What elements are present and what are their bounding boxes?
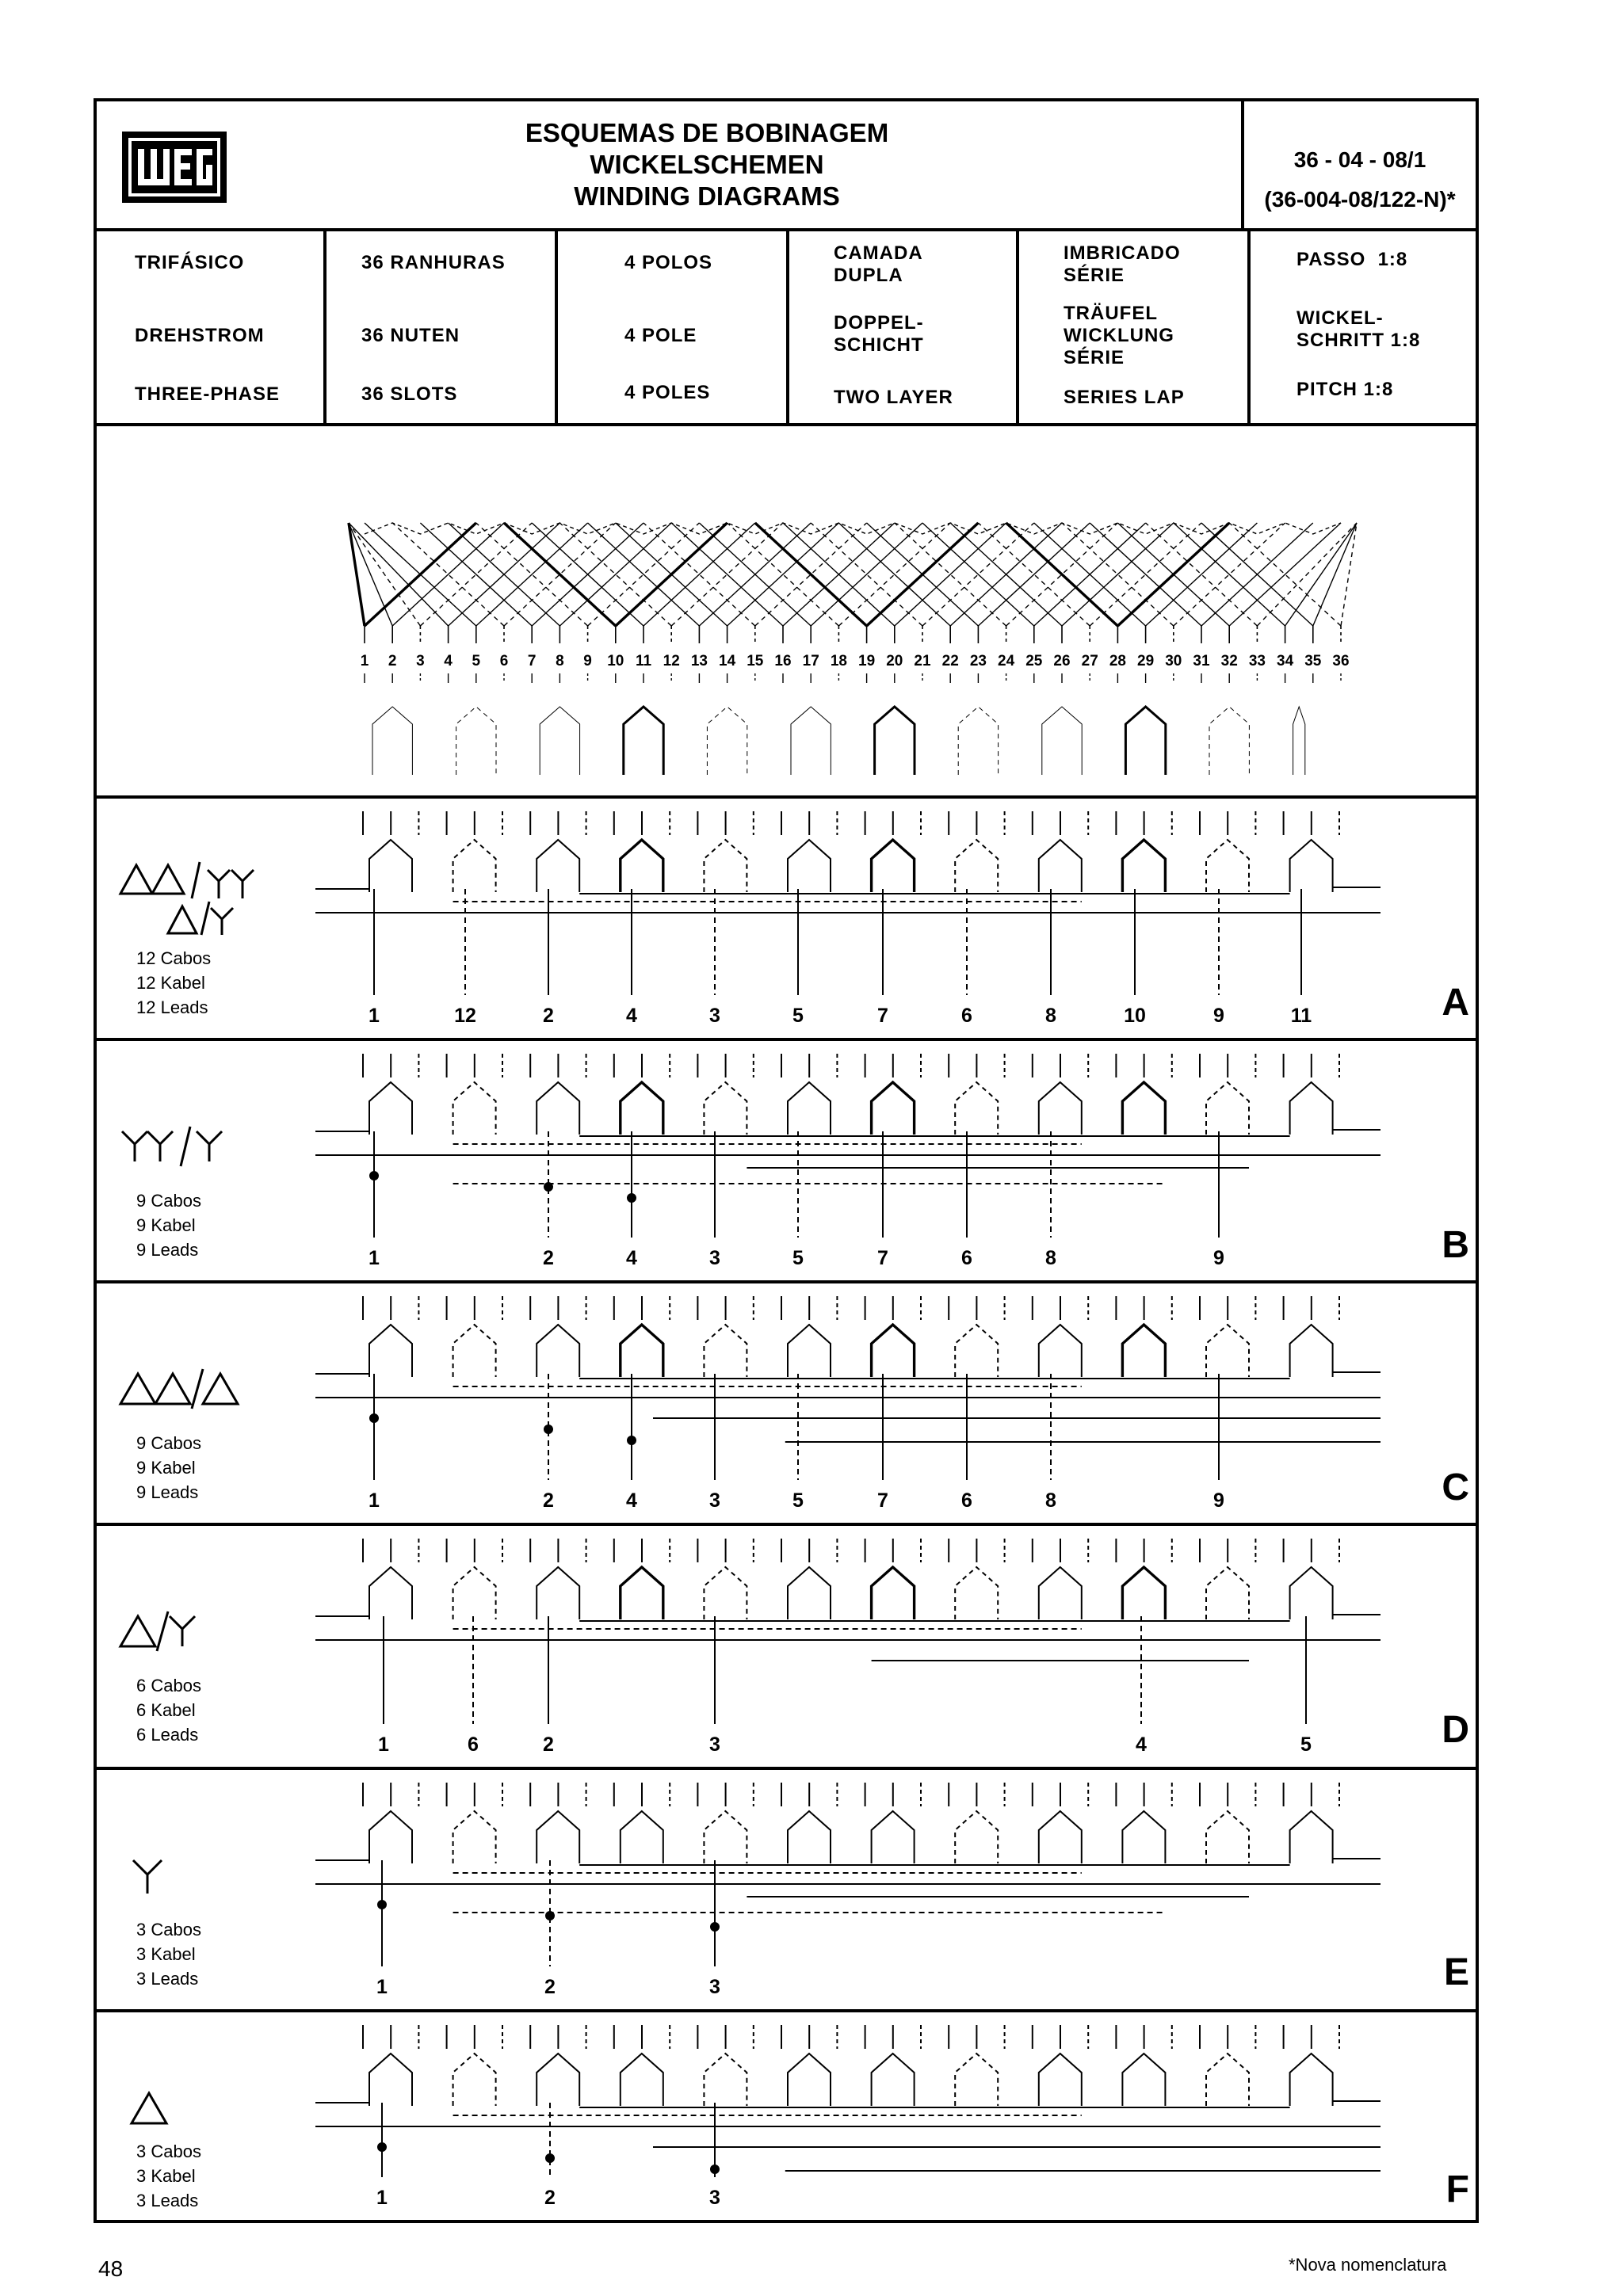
lead-label: 5 xyxy=(1300,1733,1312,1756)
spec-text: TRÄUFEL WICKLUNG SÉRIE xyxy=(1064,303,1174,368)
panel-e xyxy=(97,1770,1476,2012)
lead-label: 3 xyxy=(709,2187,720,2209)
coil-side xyxy=(1006,523,1118,626)
coil-group xyxy=(955,1811,998,1863)
slot-number: 18 xyxy=(830,653,847,669)
lead-label: 1 xyxy=(376,1976,388,1998)
coil-group xyxy=(1290,840,1333,892)
lead-label: 8 xyxy=(1045,1489,1056,1512)
lead-label: 4 xyxy=(626,1489,637,1512)
lead-label: 9 xyxy=(1213,1489,1224,1512)
coil-group xyxy=(621,1325,663,1377)
coil-side xyxy=(1229,523,1341,626)
coil-group xyxy=(369,840,412,892)
coil-side xyxy=(1062,523,1174,626)
leads-pt: 9 Cabos xyxy=(136,1433,201,1453)
group-connection xyxy=(1042,707,1082,775)
junction-dot xyxy=(370,1414,378,1422)
coil-group xyxy=(453,1082,496,1135)
lead-label: 11 xyxy=(1290,1005,1312,1027)
spec-text: 36 SLOTS xyxy=(361,383,458,405)
slot-number: 16 xyxy=(774,653,792,669)
spec-layer xyxy=(789,231,1019,423)
leads-en: 6 Leads xyxy=(136,1725,199,1745)
coil-group xyxy=(537,2054,579,2106)
lead-label: 2 xyxy=(543,1005,554,1027)
diagram-code-new: (36-004-08/122-N)* xyxy=(1264,187,1456,212)
coil-group xyxy=(788,1567,831,1619)
spec-text: SERIES LAP xyxy=(1064,387,1185,408)
lead-label: 4 xyxy=(1136,1733,1147,1756)
lead-label: 7 xyxy=(877,1005,888,1027)
spec-poles xyxy=(558,231,789,423)
junction-dot xyxy=(546,2154,554,2162)
junction-dot xyxy=(628,1194,636,1202)
junction-dot xyxy=(711,1923,719,1931)
group-connection xyxy=(1209,707,1249,775)
slot-number: 23 xyxy=(969,653,987,669)
group-connection xyxy=(1293,707,1305,775)
coil-group xyxy=(1290,2054,1333,2106)
leads-en: 12 Leads xyxy=(136,997,208,1017)
leads-de: 6 Kabel xyxy=(136,1700,196,1720)
lead-label: 7 xyxy=(877,1247,888,1269)
junction-dot xyxy=(544,1183,552,1191)
panel-letter: D xyxy=(1442,1709,1469,1751)
lead-label: 6 xyxy=(961,1489,972,1512)
group-connection xyxy=(456,707,496,775)
coil-group xyxy=(537,840,579,892)
title-pt: ESQUEMAS DE BOBINAGEM xyxy=(525,118,889,147)
footnote: *Nova nomenclatura xyxy=(1289,2255,1447,2275)
spec-text: TRIFÁSICO xyxy=(135,252,245,273)
junction-dot xyxy=(711,2165,719,2173)
coil-group xyxy=(872,1082,915,1135)
coil-group xyxy=(955,840,998,892)
coil-side xyxy=(895,523,1006,626)
coil-group xyxy=(872,2054,915,2106)
connection-diagram xyxy=(97,1770,1476,2009)
wiring xyxy=(315,1054,1381,1238)
leads-en: 3 Leads xyxy=(136,2191,199,2210)
coil-group xyxy=(704,1567,747,1619)
lead-label: 7 xyxy=(877,1489,888,1512)
junction-dot xyxy=(628,1436,636,1444)
spec-text: 4 POLOS xyxy=(624,252,713,273)
coil-side xyxy=(420,523,532,626)
coil-group xyxy=(1122,2054,1165,2106)
coil-group xyxy=(621,840,663,892)
lead-label: 1 xyxy=(369,1489,380,1512)
panel-c xyxy=(97,1283,1476,1526)
lead-label: 4 xyxy=(626,1247,637,1269)
slot-number: 12 xyxy=(663,653,680,669)
leads-pt: 6 Cabos xyxy=(136,1676,201,1695)
coil-side xyxy=(1313,523,1357,626)
coil-group xyxy=(621,1567,663,1619)
connection-diagram xyxy=(97,1526,1476,1767)
coil-group xyxy=(1039,840,1082,892)
leads-pt: 3 Cabos xyxy=(136,1920,201,1939)
coil-group xyxy=(1122,1567,1165,1619)
lead-label: 3 xyxy=(709,1247,720,1269)
coil-group xyxy=(1122,840,1165,892)
leads-de: 9 Kabel xyxy=(136,1458,196,1478)
lead-label: 2 xyxy=(544,1976,556,1998)
panel-letter: F xyxy=(1445,2168,1469,2210)
spec-text: IMBRICADO SÉRIE xyxy=(1064,242,1181,286)
diagram-code: 36 - 04 - 08/1 xyxy=(1293,147,1426,172)
lead-label: 2 xyxy=(543,1247,554,1269)
slot-number: 2 xyxy=(388,653,397,669)
slot-number: 24 xyxy=(998,653,1015,669)
header xyxy=(97,101,1476,231)
coil-group xyxy=(788,1811,831,1863)
coil-side xyxy=(559,523,671,626)
spec-text: 4 POLE xyxy=(624,325,697,346)
coil-side xyxy=(811,523,922,626)
coil-group xyxy=(872,1567,915,1619)
coil-group xyxy=(788,1082,831,1135)
lead-label: 1 xyxy=(376,2187,388,2209)
coil-group xyxy=(1122,1325,1165,1377)
leads-en: 9 Leads xyxy=(136,1240,199,1260)
lead-label: 9 xyxy=(1213,1247,1224,1269)
slot-number: 34 xyxy=(1277,653,1294,669)
group-connection xyxy=(875,707,915,775)
coil-group xyxy=(704,840,747,892)
coil-group xyxy=(621,1082,663,1135)
leads-de: 3 Kabel xyxy=(136,2166,196,2186)
leads-de: 12 Kabel xyxy=(136,973,205,993)
junction-dot xyxy=(378,1901,386,1909)
slot-number: 4 xyxy=(444,653,453,669)
leads-en: 9 Leads xyxy=(136,1482,199,1502)
spec-slots xyxy=(327,231,558,423)
diagram-code-box xyxy=(1241,101,1476,228)
coil-group xyxy=(1122,1811,1165,1863)
coil-group xyxy=(704,1325,747,1377)
coil-group xyxy=(1039,1567,1082,1619)
coil-group xyxy=(453,1567,496,1619)
spec-text: PASSO 1:8 xyxy=(1296,249,1408,270)
panel-letter: C xyxy=(1442,1466,1469,1508)
coil-side xyxy=(349,523,365,626)
panel-letter: E xyxy=(1443,1951,1469,1993)
leads-en: 3 Leads xyxy=(136,1969,199,1989)
lead-label: 6 xyxy=(961,1005,972,1027)
slot-number: 25 xyxy=(1025,653,1043,669)
slot-number: 15 xyxy=(747,653,764,669)
slot-number: 14 xyxy=(719,653,736,669)
coil-group xyxy=(1206,1082,1249,1135)
coil-side xyxy=(922,523,1034,626)
page-number: 48 xyxy=(98,2256,124,2281)
coil-group xyxy=(872,1325,915,1377)
coil-group xyxy=(788,2054,831,2106)
coil-group xyxy=(369,1325,412,1377)
coil-side xyxy=(643,523,755,626)
coil-group xyxy=(453,2054,496,2106)
junction-dot xyxy=(546,1912,554,1920)
lead-label: 2 xyxy=(544,2187,556,2209)
lead-label: 5 xyxy=(792,1247,804,1269)
spec-winding xyxy=(1019,231,1251,423)
connection-diagram xyxy=(97,799,1476,1038)
coil-group xyxy=(1206,1567,1249,1619)
group-connection xyxy=(1125,707,1165,775)
group-connection xyxy=(540,707,579,775)
slot-number: 22 xyxy=(941,653,959,669)
wiring xyxy=(315,811,1381,995)
coil-side xyxy=(1257,523,1357,626)
diagram-sheet xyxy=(94,98,1479,2223)
coil-group xyxy=(1206,2054,1249,2106)
coil-side xyxy=(1341,523,1357,626)
lead-label: 10 xyxy=(1124,1005,1146,1027)
leads-pt: 3 Cabos xyxy=(136,2142,201,2161)
connection-diagram xyxy=(97,1283,1476,1523)
slot-number: 17 xyxy=(802,653,819,669)
lead-label: 2 xyxy=(543,1733,554,1756)
coil-group xyxy=(704,2054,747,2106)
diagram-title xyxy=(263,117,1151,212)
leads-de: 3 Kabel xyxy=(136,1944,196,1964)
junction-dot xyxy=(378,2143,386,2151)
coil-group xyxy=(955,2054,998,2106)
coil-side xyxy=(838,523,950,626)
slot-number: 26 xyxy=(1053,653,1071,669)
connection-diagram xyxy=(97,2012,1476,2220)
slot-number: 7 xyxy=(527,653,537,669)
coil-group xyxy=(1290,1082,1333,1135)
main-winding-diagram xyxy=(97,426,1476,799)
winding-diagram xyxy=(97,426,1476,795)
slot-number: 20 xyxy=(886,653,903,669)
coil-group xyxy=(537,1567,579,1619)
coil-group xyxy=(788,840,831,892)
coil-side xyxy=(588,523,700,626)
spec-text: 4 POLES xyxy=(624,382,711,403)
slot-number: 1 xyxy=(360,653,369,669)
panel-d xyxy=(97,1526,1476,1770)
slot-number: 29 xyxy=(1137,653,1155,669)
lead-label: 8 xyxy=(1045,1247,1056,1269)
wiring xyxy=(315,1539,1381,1724)
spec-text: PITCH 1:8 xyxy=(1296,379,1394,400)
coil-side xyxy=(755,523,867,626)
coil-side xyxy=(1090,523,1201,626)
coil-group xyxy=(1039,2054,1082,2106)
coil-group xyxy=(1039,1811,1082,1863)
lead-label: 1 xyxy=(369,1247,380,1269)
slot-number: 13 xyxy=(690,653,708,669)
group-connection xyxy=(791,707,831,775)
lead-label: 3 xyxy=(709,1005,720,1027)
slot-number: 35 xyxy=(1304,653,1322,669)
lead-label: 5 xyxy=(792,1005,804,1027)
slot-number: 19 xyxy=(858,653,876,669)
specs-table xyxy=(97,231,1476,426)
panel-letter: B xyxy=(1442,1224,1469,1266)
spec-text: DOPPEL- SCHICHT xyxy=(834,312,924,356)
spec-text: DREHSTROM xyxy=(135,325,265,346)
title-en: WINDING DIAGRAMS xyxy=(574,181,840,211)
coil-side xyxy=(1146,523,1258,626)
coil-side xyxy=(727,523,839,626)
coil-group xyxy=(955,1082,998,1135)
spec-pitch xyxy=(1251,231,1476,423)
coil-group xyxy=(872,1811,915,1863)
slot-number: 27 xyxy=(1081,653,1098,669)
coil-group xyxy=(369,2054,412,2106)
coil-group xyxy=(704,1811,747,1863)
title-de: WICKELSCHEMEN xyxy=(590,150,824,179)
panel-letter: A xyxy=(1442,982,1469,1024)
lead-label: 12 xyxy=(454,1005,476,1027)
slot-number: 21 xyxy=(914,653,931,669)
coil-group xyxy=(704,1082,747,1135)
coil-side xyxy=(504,523,616,626)
coil-group xyxy=(955,1567,998,1619)
coil-group xyxy=(1290,1811,1333,1863)
coil-side xyxy=(1174,523,1285,626)
lead-label: 5 xyxy=(792,1489,804,1512)
spec-text: TWO LAYER xyxy=(834,387,953,408)
leads-pt: 12 Cabos xyxy=(136,948,212,968)
spec-phase xyxy=(97,231,327,423)
lead-label: 6 xyxy=(468,1733,479,1756)
coil-group xyxy=(1290,1567,1333,1619)
spec-text: CAMADA DUPLA xyxy=(834,242,923,286)
lead-label: 4 xyxy=(626,1005,637,1027)
spec-text: WICKEL- SCHRITT 1:8 xyxy=(1296,307,1421,351)
slot-number: 31 xyxy=(1193,653,1210,669)
lead-label: 8 xyxy=(1045,1005,1056,1027)
coil-group xyxy=(369,1082,412,1135)
slot-number: 11 xyxy=(635,653,652,669)
coil-group xyxy=(453,1325,496,1377)
coil-group xyxy=(955,1325,998,1377)
coil-group xyxy=(537,1811,579,1863)
coil-group xyxy=(1039,1325,1082,1377)
coil-group xyxy=(453,1811,496,1863)
slot-number: 36 xyxy=(1332,653,1350,669)
coil-group xyxy=(1206,840,1249,892)
coil-group xyxy=(537,1325,579,1377)
slot-number: 9 xyxy=(583,653,592,669)
lead-label: 1 xyxy=(378,1733,389,1756)
lead-label: 2 xyxy=(543,1489,554,1512)
slot-number: 5 xyxy=(472,653,481,669)
wiring xyxy=(315,1783,1381,1966)
leads-de: 9 Kabel xyxy=(136,1215,196,1235)
spec-text: 36 NUTEN xyxy=(361,325,460,346)
slot-number: 30 xyxy=(1165,653,1182,669)
slot-number: 33 xyxy=(1248,653,1266,669)
coil-side xyxy=(671,523,783,626)
panel-f xyxy=(97,2012,1476,2223)
lead-label: 1 xyxy=(369,1005,380,1027)
junction-dot xyxy=(544,1425,552,1433)
group-connection xyxy=(624,707,663,775)
coil-group xyxy=(369,1811,412,1863)
slot-number: 3 xyxy=(416,653,425,669)
group-connection xyxy=(958,707,998,775)
connection-diagram xyxy=(97,1041,1476,1280)
coil-lattice xyxy=(349,523,1357,775)
panel-b xyxy=(97,1041,1476,1283)
panel-a xyxy=(97,799,1476,1041)
coil-group xyxy=(369,1567,412,1619)
group-connection xyxy=(707,707,747,775)
coil-group xyxy=(872,840,915,892)
lead-label: 6 xyxy=(961,1247,972,1269)
coil-group xyxy=(453,840,496,892)
group-connection xyxy=(372,707,412,775)
leads-pt: 9 Cabos xyxy=(136,1191,201,1211)
lead-label: 3 xyxy=(709,1489,720,1512)
coil-group xyxy=(1206,1811,1249,1863)
coil-group xyxy=(1206,1325,1249,1377)
coil-side xyxy=(349,523,449,626)
coil-group xyxy=(1122,1082,1165,1135)
junction-dot xyxy=(370,1172,378,1180)
coil-group xyxy=(621,2054,663,2106)
wiring xyxy=(315,2025,1381,2177)
lead-label: 3 xyxy=(709,1976,720,1998)
weg-logo xyxy=(122,132,227,203)
lead-label: 3 xyxy=(709,1733,720,1756)
slot-number: 10 xyxy=(607,653,624,669)
coil-side xyxy=(349,523,420,626)
coil-group xyxy=(1039,1082,1082,1135)
wiring xyxy=(315,1296,1381,1480)
slot-number: 28 xyxy=(1109,653,1126,669)
slot-number: 6 xyxy=(499,653,509,669)
slot-number: 8 xyxy=(556,653,564,669)
coil-group xyxy=(788,1325,831,1377)
lead-label: 9 xyxy=(1213,1005,1224,1027)
coil-side xyxy=(476,523,588,626)
coil-side xyxy=(978,523,1090,626)
coil-group xyxy=(537,1082,579,1135)
coil-group xyxy=(1290,1325,1333,1377)
spec-text: 36 RANHURAS xyxy=(361,252,506,273)
spec-text: THREE-PHASE xyxy=(135,383,281,405)
slot-number: 32 xyxy=(1220,653,1238,669)
coil-group xyxy=(621,1811,663,1863)
